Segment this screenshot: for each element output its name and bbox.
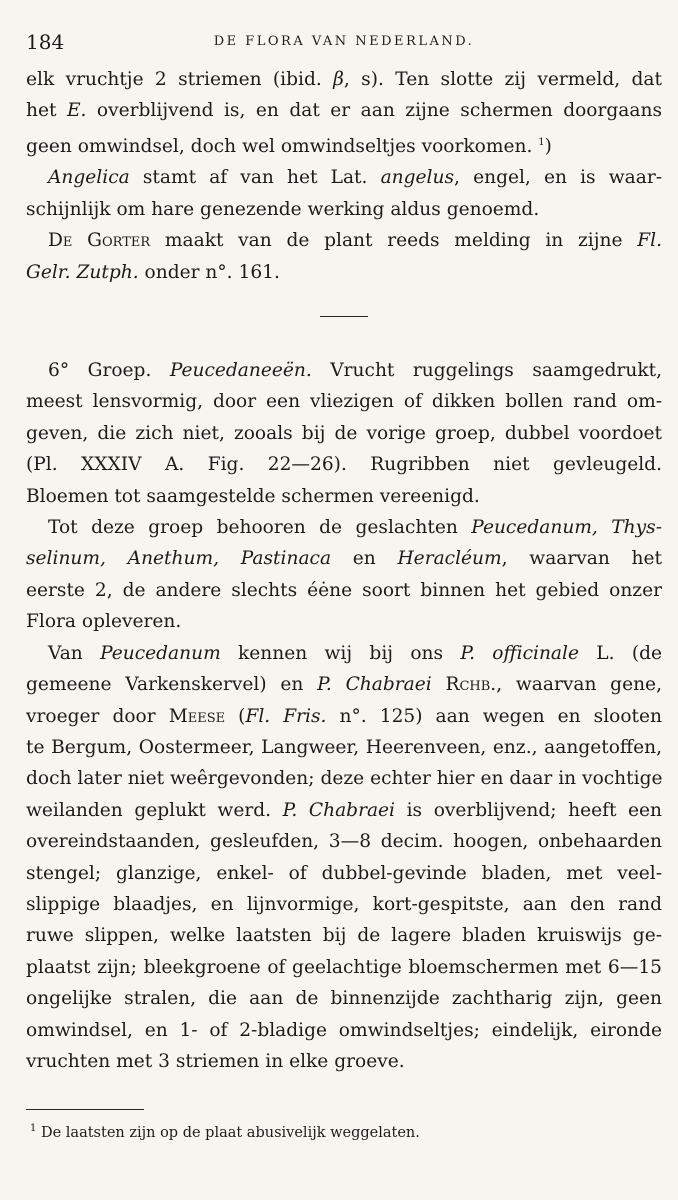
italic-run: P. Chabraei [282,799,396,821]
text-run: het [26,100,67,122]
italic-run: Peucedanum [100,642,221,664]
text-run: Vrucht ruggelings saamgedrukt, [311,360,662,382]
text-run: meest lensvormig, door een vliezigen of dikken bollen rand om- [26,391,662,413]
text-line [26,512,662,543]
text-run: L. (de [578,642,662,664]
page-number: 184 [26,30,65,54]
text-line [26,732,662,763]
text-run: Van [48,642,101,664]
italic-run: Heracléum [397,548,502,570]
section-angelica [26,64,662,288]
text-run: te Bergum, Oostermeer, Langweer, Heerenveen, enz., aangetoffen, [26,736,662,758]
text-run: omwindsel, en 1- of 2-bladige omwindseltjes; eindelijk, eironde [26,1019,662,1041]
text-run: , waarvan het [501,548,662,570]
running-title: DE FLORA VAN NEDERLAND. [213,34,475,49]
italic-run: P. officinale [460,642,579,664]
text-run: stengel; glanzige, enkel- of dubbel-gevinde bladen, met veel- [26,862,662,884]
text-run [432,674,446,695]
italic-run: P. Chabraei [317,674,432,696]
text-run: overblijvend is, en dat er aan zijne schermen doorgaans [86,100,662,122]
text-line [26,701,662,732]
text-run: weilanden geplukt werd. [26,799,283,821]
footnote-rule [26,1109,144,1110]
section-separator [320,316,368,317]
text-run: , s). Ten slotte zij vermeld, dat [343,69,662,90]
text-line [26,669,662,700]
text-run: (Pl. XXXIV A. Fig. 22—26). Rugribben niet gevleugeld. [26,454,662,476]
text-line [26,983,662,1014]
italic-run: Peucedanum, Thys- [471,517,662,539]
text-line [26,826,662,857]
text-line [26,952,662,983]
text-run: plaatst zijn; bleekgroene of geelachtige bloemschermen met 6—15 [26,956,662,978]
text-line [26,606,662,637]
text-line [26,127,662,163]
text-run: , engel, en is waar- [454,167,662,189]
book-page [26,30,662,1143]
text-line [26,920,662,951]
smallcaps-run: De Gorter [48,230,151,252]
text-run: , waarvan gene, [496,674,662,696]
text-run: maakt van de plant reeds melding in zijne [150,230,638,252]
text-run: eerste 2, de andere slechts éėne soort binnen het gebied onzer [26,579,662,601]
italic-run: Fl. Fris. [245,705,327,727]
text-line [26,194,662,225]
section-peucedaneeen [26,355,662,1077]
smallcaps-run: Rchb. [445,674,497,696]
text-line [26,355,662,386]
text-run: ruwe slippen, welke laatsten bij de lagere bladen kruiswijs ge- [26,925,662,947]
text-line [26,225,662,256]
text-line [26,638,662,669]
italic-run: angelus [380,167,455,189]
text-run: vruchten met 3 striemen in elke groeve. [26,1050,405,1072]
italic-run: Fl. [637,230,662,252]
text-run: is overblijvend; heeft een [395,799,662,821]
text-run: geen omwindsel, doch wel omwindseltjes voorkomen. [26,136,539,157]
text-line [26,763,662,794]
text-line [26,418,662,449]
italic-run: selinum, Anethum, Pastinaca [26,548,332,570]
text-run: vroeger door [26,705,169,727]
text-run: ) [544,136,552,157]
footnote-text: De laatsten zijn op de plaat abusivelijk weggelaten. [36,1125,420,1142]
text-run: kennen wij bij ons [220,642,461,664]
text-line [26,257,662,288]
text-line [26,795,662,826]
page-body [26,64,662,1077]
text-run: Flora opleveren. [26,611,182,633]
text-line [26,1015,662,1046]
text-run: Bloemen tot saamgestelde schermen vereenigd. [26,485,480,507]
text-run: gemeene Varkenskervel) en [26,674,318,696]
text-line [26,386,662,417]
footnote [26,1119,662,1143]
page-header [26,30,662,64]
italic-run: β [333,69,344,90]
text-run: n°. 125) aan wegen en slooten [326,705,662,727]
text-run: overeindstaanden, gesleufden, 3—8 decim. hoogen, onbehaarden [26,831,662,853]
text-line [26,162,662,193]
text-run: slippige blaadjes, en lijnvormige, kort-gespitste, aan den rand [26,893,662,915]
footnote-marker: 1 [30,1123,37,1135]
text-line [26,858,662,889]
text-run: ongelijke stralen, die aan de binnenzijde zachtharig zijn, geen [26,988,662,1010]
text-run: onder n°. 161. [138,261,280,283]
text-line [26,543,662,574]
italic-run: Angelica [48,167,130,189]
text-run: stamt af van het Lat. [129,167,381,189]
italic-run: Peucedaneeën. [169,360,312,382]
text-line [26,449,662,480]
text-run: geven, die zich niet, zooals bij de vorige groep, dubbel voordoet [26,422,662,444]
text-line [26,575,662,606]
text-line [26,95,662,126]
smallcaps-run: Meese [168,705,226,727]
text-run: Tot deze groep behooren de geslachten [48,517,472,539]
text-line [26,481,662,512]
italic-run: Gelr. Zutph. [26,261,139,283]
text-run: 6° Groep. [48,360,170,382]
text-run: schijnlijk om hare genezende werking aldus genoemd. [26,198,540,220]
text-run: ( [225,705,246,727]
text-run: en [331,548,398,570]
text-line [26,1046,662,1077]
text-run: doch later niet weêrgevonden; deze echter hier en daar in vochtige [26,768,662,790]
footnote-ref: 1 [538,136,545,148]
italic-run: E. [66,100,87,122]
text-run: elk vruchtje 2 striemen (ibid. [26,69,334,90]
text-line [26,64,662,95]
text-line [26,889,662,920]
